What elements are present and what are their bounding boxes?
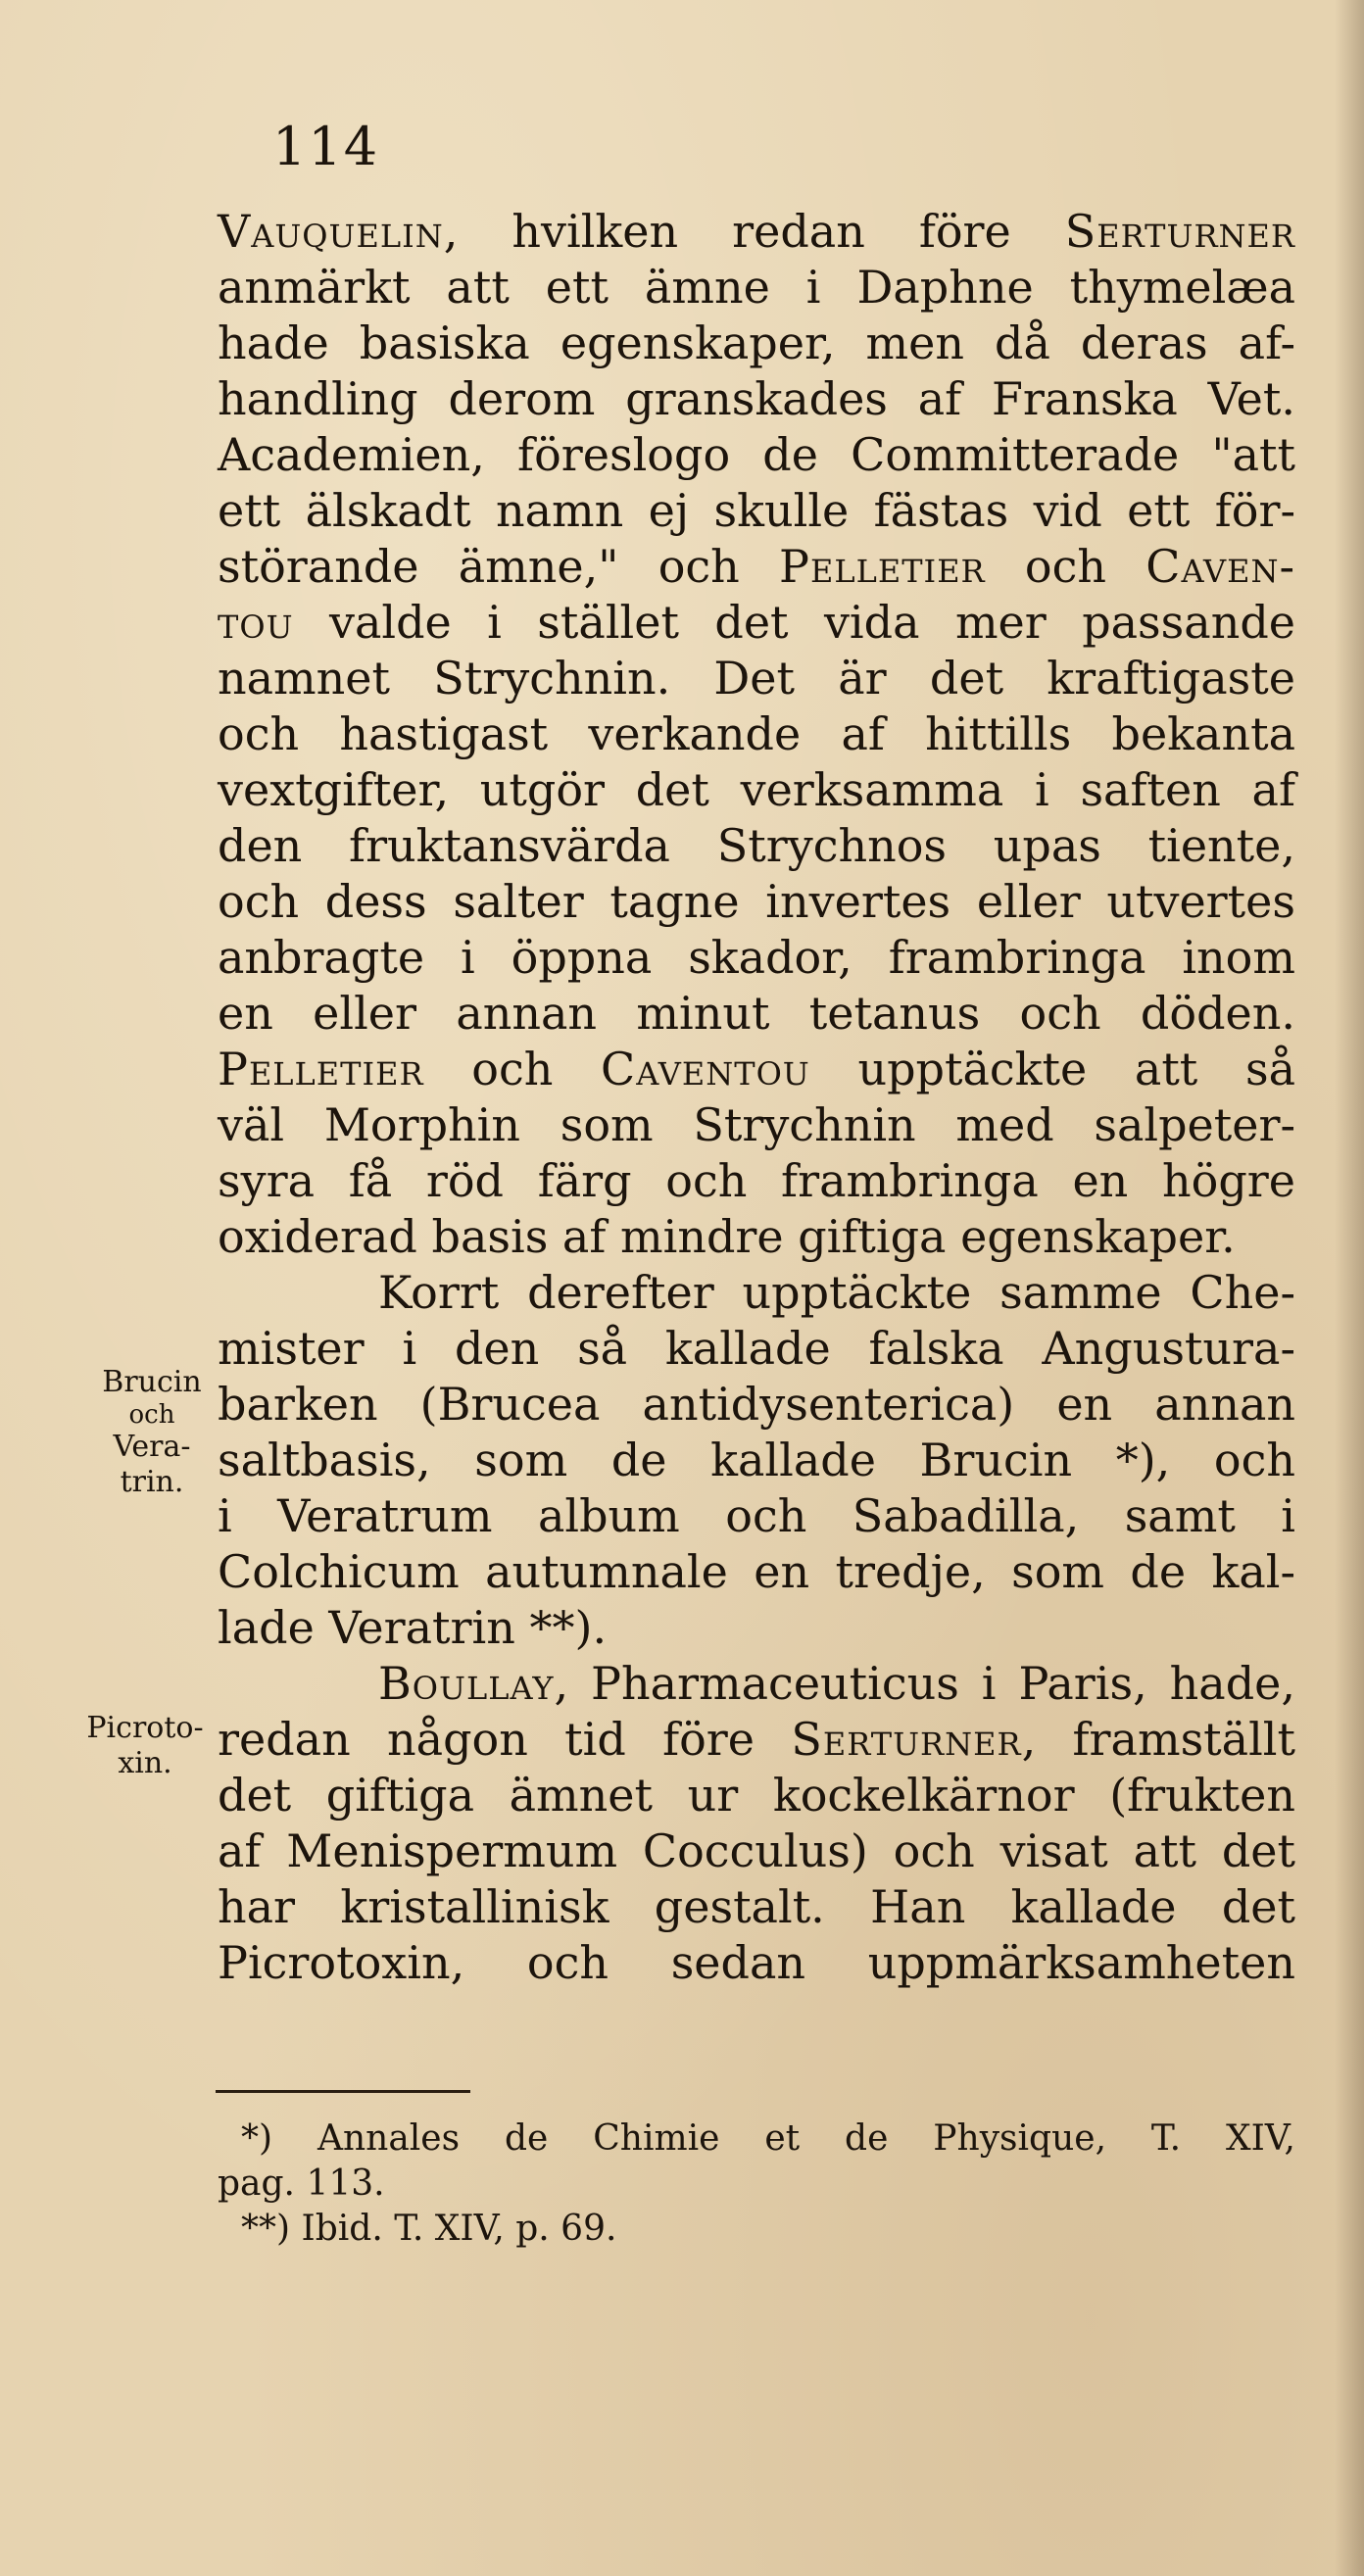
footnote-1-continued: pag. 113.	[218, 2163, 385, 2204]
text-line: den fruktansvärda Strychnos upas tiente,	[218, 819, 1295, 872]
text-line: tou valde i stället det vida mer passande	[218, 596, 1295, 649]
text-line: Academien, föreslogo de Committerade "att	[218, 428, 1295, 481]
text-line: i Veratrum album och Sabadilla, samt i	[218, 1489, 1295, 1542]
text-line: väl Morphin som Strychnin med salpeter-	[218, 1098, 1295, 1151]
text-line: handling derom granskades af Franska Vet.	[218, 372, 1295, 425]
text-line: en eller annan minut tetanus och döden.	[218, 987, 1295, 1040]
author-name: tou	[218, 596, 294, 649]
text-line: lade Veratrin **).	[218, 1601, 608, 1654]
page-edge-shadow	[1335, 0, 1364, 2576]
text-line: syra få röd färg och frambringa en högre	[218, 1154, 1295, 1207]
text-line: oxiderad basis af mindre giftiga egenskaper.	[218, 1210, 1236, 1263]
author-name: Pelletier	[218, 1043, 424, 1095]
text-line: vextgifter, utgör det verksamma i saften af	[218, 763, 1295, 816]
text-line: saltbasis, som de kallade Brucin *), och	[218, 1434, 1295, 1486]
text-line: det giftiga ämnet ur kockelkärnor (frukten	[218, 1769, 1295, 1822]
text-line: af Menispermum Cocculus) och visat att det	[218, 1824, 1295, 1877]
author-name: Caventou	[601, 1043, 810, 1095]
text-line: Boullay, Pharmaceuticus i Paris, hade,	[378, 1657, 1295, 1710]
page-number: 114	[272, 116, 380, 177]
text-line: Colchicum autumnale en tredje, som de kal-	[218, 1545, 1295, 1598]
marginal-note-brucin: Brucin och Vera- trin.	[102, 1365, 202, 1499]
text-line: och hastigast verkande af hittills bekanta	[218, 707, 1295, 760]
text-line: har kristallinisk gestalt. Han kallade det	[218, 1880, 1295, 1933]
text-line: namnet Strychnin. Det är det kraftigaste	[218, 652, 1295, 705]
text-line: barken (Brucea antidysenterica) en annan	[218, 1378, 1295, 1431]
text-line: anmärkt att ett ämne i Daphne thymelæa	[218, 261, 1295, 314]
footnote-1: *) Annales de Chimie et de Physique, T. XIV,	[241, 2118, 1295, 2159]
footnote-divider	[216, 2090, 470, 2093]
text-line: Korrt derefter upptäckte samme Che-	[378, 1266, 1295, 1319]
text-line: hade basiska egenskaper, men då deras af-	[218, 316, 1295, 369]
author-name: Vauquelin	[218, 205, 444, 258]
text-line: Pelletier och Caventou upptäckte att så	[218, 1043, 1295, 1095]
author-name: Pelletier	[779, 540, 986, 593]
footnote-2: **) Ibid. T. XIV, p. 69.	[241, 2209, 617, 2249]
marginal-note-picrotoxin: Picroto- xin.	[86, 1711, 204, 1780]
author-name: Serturner	[791, 1713, 1022, 1766]
text-line: mister i den så kallade falska Angustura-	[218, 1322, 1295, 1375]
footnotes	[218, 2116, 1295, 2252]
text-line: redan någon tid före Serturner, framställt	[218, 1713, 1296, 1766]
author-name: Serturner	[1064, 205, 1295, 258]
text-line: Vauquelin, hvilken redan före Serturner	[218, 205, 1295, 258]
text-line: störande ämne," och Pelletier och Caven-	[218, 540, 1295, 593]
body-text	[218, 204, 1295, 1991]
text-line: ett älskadt namn ej skulle fästas vid ett för-	[218, 484, 1295, 537]
text-line: anbragte i öppna skador, frambringa inom	[218, 931, 1295, 984]
text-line: och dess salter tagne invertes eller utvertes	[218, 875, 1295, 928]
author-name: Boullay	[378, 1657, 555, 1710]
author-name: Caven-	[1145, 540, 1295, 593]
text-line: Picrotoxin, och sedan uppmärksamheten	[218, 1936, 1295, 1989]
